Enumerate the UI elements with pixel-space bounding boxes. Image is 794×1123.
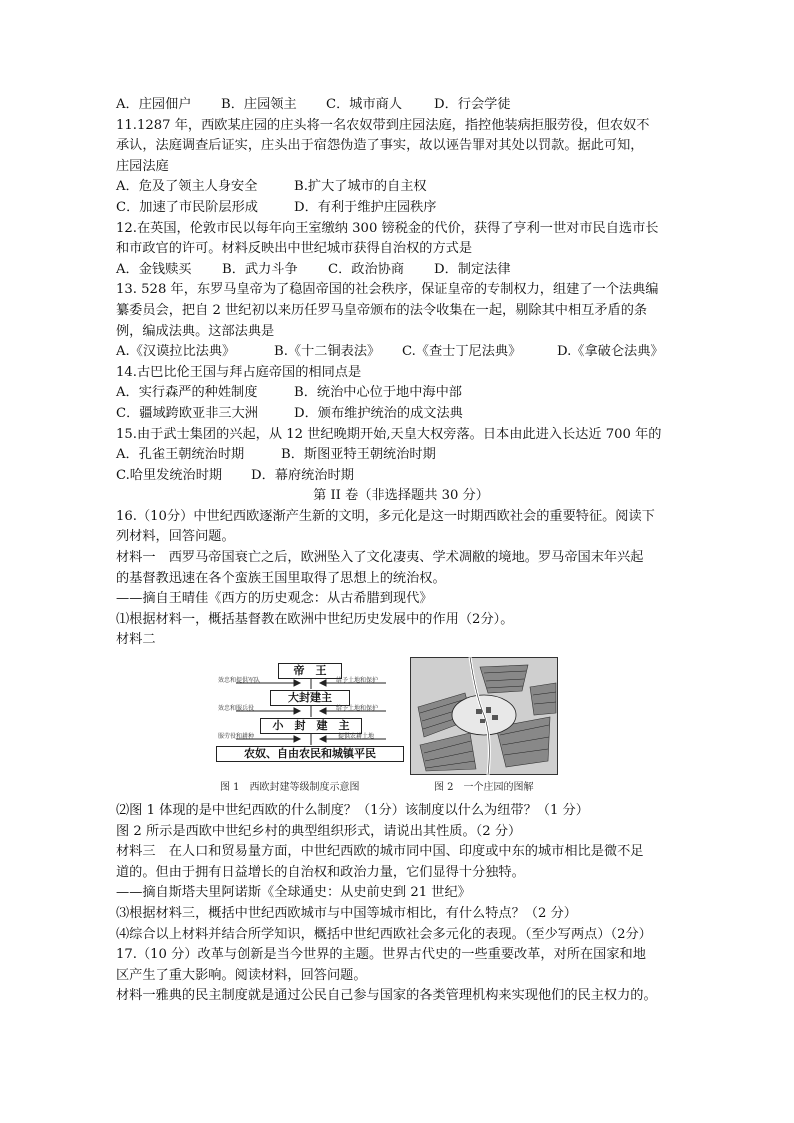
level-great-lord: 大封建主 [270,690,350,706]
arrow-label-right: 给予土地和保护 [336,705,379,713]
figure2-caption: 图 2 一个庄园的图解 [434,782,534,794]
q15-option-d: D．幕府统治时期 [251,467,354,483]
q15-stem-line: 15.由于武士集团的兴起，从 12 世纪晚期开始,天皇大权旁落。日本由此进入长达近 700 年的 [116,426,662,442]
q16-intro-line: 16.（10分）中世纪西欧逐渐产生新的文明，多元化是这一时期西欧社会的重要特征。阅读下 [116,508,655,524]
figure1-caption: 图 1 西欧封建等级制度示意图 [220,782,360,794]
q16-question3: ⑶根据材料三，概括中世纪西欧城市与中国等城市相比，有什么特点？（2 分） [116,906,577,921]
q12-option-a: A．金钱赎买 [116,261,192,277]
q13-option-a: A.《汉谟拉比法典》 [116,344,236,360]
q10-option-d: D．行会学徒 [434,97,511,112]
q11-option-c: C．加速了市民阶层形成 [116,199,258,215]
q13-stem-line: 13. 528 年，东罗马皇帝为了稳固帝国的社会秩序，保证皇帝的专制权力，组建了一个法典编 [116,282,659,298]
q11-stem-line: 庄园法庭 [116,158,169,174]
q15-option-c: C.哈里发统治时期 [116,467,223,483]
q13-stem-line: 例，编成法典。这部法典是 [116,323,275,339]
level-commoners: 农奴、自由农民和城镇平民 [216,746,404,762]
q16-material3-line: 道的。但由于拥有日益增长的自治权和政治力量，它们显得十分独特。 [116,864,525,880]
q11-options-row [116,177,686,198]
q13-options [116,342,686,363]
manor-map-image [410,657,558,775]
q15-options-row [116,466,686,487]
q12-option-d: D．制定法律 [434,261,511,277]
manor-map-illustration [410,657,558,775]
q14-option-a: A．实行森严的种姓制度 [116,385,258,401]
q10-option-b: B．庄园领主 [221,97,297,112]
arrow-label-right: 给予土地和保护 [336,677,379,685]
section-title: 第 II 卷（非选择题共 30 分） [313,488,489,504]
material2-figures [116,657,686,799]
q11-option-a: A．危及了领主人身安全 [116,179,258,195]
q16-material3-line: 材料三 在人口和贸易量方面，中世纪西欧的城市同中国、印度或中东的城市相比是微不足 [116,844,644,860]
arrow-label-left: 效忠和提供军队 [218,677,261,685]
q14-options-row [116,404,686,425]
arrow-label-left: 效忠和服兵役 [218,705,255,713]
q13-stem-line: 纂委员会，把自 2 世纪初以来历任罗马皇帝颁布的法令收集在一起，剔除其中相互矛盾的条 [116,302,648,318]
q13-option-c: C.《查士丁尼法典》 [402,344,522,360]
q16-material1-line: 的基督教迅速在各个蛮族王国里取得了思想上的统治权。 [116,570,446,586]
q12-options [116,260,686,281]
q11-option-b: B.扩大了城市的自主权 [294,179,427,195]
q17-intro-line: 17.（10 分）改革与创新是当今世界的主题。世界古代史的一些重要改革，对所在国家和地 [116,947,646,963]
q11-stem-line: 承认，法庭调查后证实，庄头出于宿怨伪造了事实，故以诬告罪对其处以罚款。据此可知， [116,138,644,154]
q11-stem-line: 11.1287 年，西欧某庄园的庄头将一名农奴带到庄园法庭，指控他装病拒服劳役，但农奴不 [116,117,650,133]
q14-stem-line: 14.古巴比伦王国与拜占庭帝国的相同点是 [116,364,362,380]
q16-question4: ⑷综合以上材料并结合所学知识，概括中世纪西欧社会多元化的表现。（至少写两点）（2分） [116,926,652,942]
q15-options-row [116,445,686,466]
q12-stem-line: 12.在英国，伦敦市民以每年向王室缴纳 300 镑税金的代价，获得了亨利一世对市民自选市长 [116,220,659,236]
q14-option-c: C．疆域跨欧亚非三大洲 [116,405,258,421]
q16-intro-line: 列材料，回答问题。 [116,529,235,545]
level-lesser-lord: 小 封 建 主 [260,718,362,734]
q12-stem-line: 和市政官的许可。材料反映出中世纪城市获得自治权的方式是 [116,241,473,257]
q14-options-row [116,383,686,404]
q17-material1: 材料一雅典的民主制度就是通过公民自己参与国家的各类管理机构来实现他们的民主权力的。 [116,988,657,1004]
feudal-hierarchy-diagram [216,663,406,773]
q16-material2-label: 材料二 [116,632,156,648]
q12-option-c: C．政治协商 [328,261,405,277]
q16-question1: ⑴根据材料一，概括基督教在欧洲中世纪历史发展中的作用（2分）。 [116,611,514,627]
level-emperor: 帝 王 [278,663,342,679]
arrow-label-right: 提供农耕土地 [338,733,375,741]
q10-option-c: C．城市商人 [326,97,403,112]
q16-material3-source: ——摘自斯塔夫里阿诺斯《全球通史：从史前史到 21 世纪》 [116,885,471,901]
exam-page [116,95,686,1007]
q15-option-a: A．孔雀王朝统治时期 [116,447,245,463]
q14-option-d: D．颁布维护统治的成文法典 [294,405,463,421]
q16-question2-line: ⑵图 1 体现的是中世纪西欧的什么制度？（1分）该制度以什么为纽带？（1 分） [116,803,589,819]
arrow-label-left: 服劳役和耕种 [218,733,255,741]
q16-question2-line: 图 2 所示是西欧中世纪乡村的典型组织形式，请说出其性质。（2 分） [116,823,522,839]
q16-material1-line: 材料一 西罗马帝国衰亡之后，欧洲坠入了文化凄夷、学术凋敝的境地。罗马帝国末年兴起 [116,550,644,566]
q11-options-row [116,198,686,219]
q15-option-b: B．斯图亚特王朝统治时期 [281,447,436,463]
q13-option-d: D.《拿破仑法典》 [557,344,664,360]
q13-option-b: B.《十二铜表法》 [274,344,381,360]
q17-intro-line: 区产生了重大影响。阅读材料，回答问题。 [116,967,367,983]
q10-option-a: A．庄园佃户 [116,97,192,112]
q10-options [116,95,686,116]
q16-material1-source: ——摘自王晴佳《西方的历史观念：从古希腊到现代》 [116,591,433,607]
q11-option-d: D．有利于维护庄园秩序 [294,199,437,215]
q14-option-b: B．统治中心位于地中海中部 [294,385,462,401]
q12-option-b: B．武力斗争 [222,261,298,277]
